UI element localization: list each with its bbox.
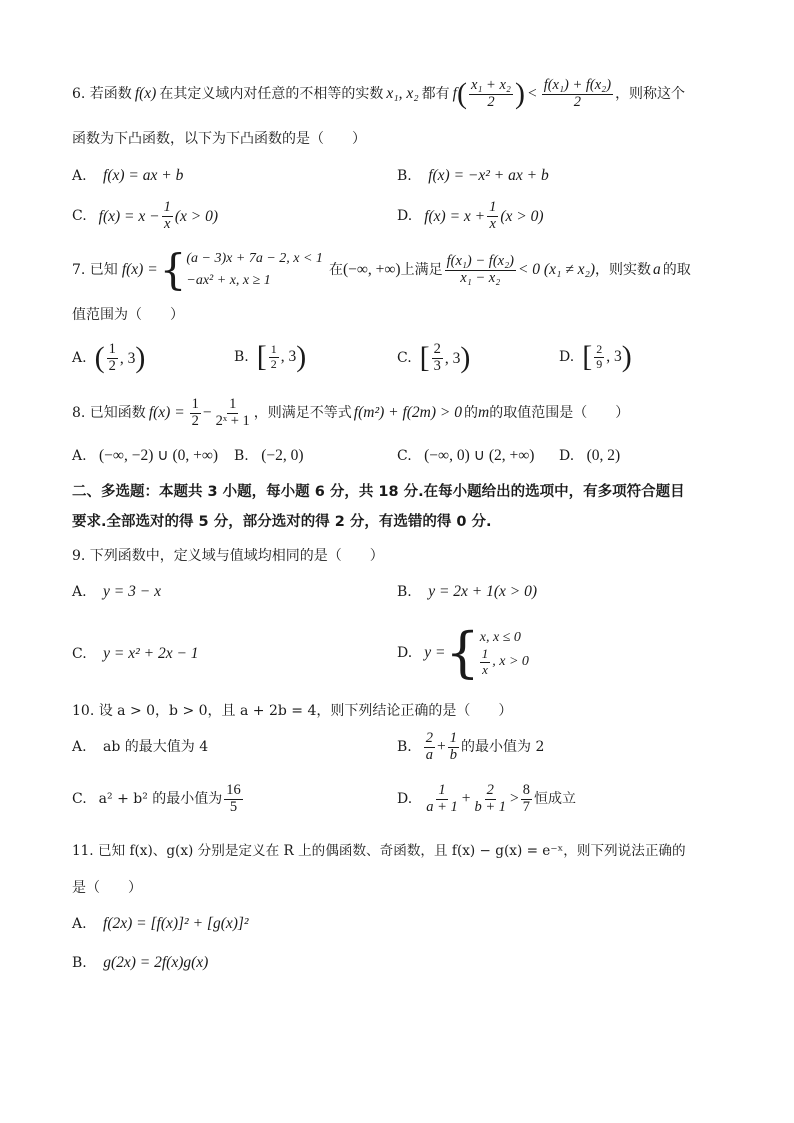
q7-frac-den: x₁ − x₂ [460, 269, 501, 286]
q7-option-d[interactable] [559, 342, 632, 372]
q8-text2: 的 [464, 405, 478, 421]
q8-frac1 [190, 397, 201, 430]
q7-option-c[interactable] [397, 342, 470, 375]
q6-stem-line2: 函数为下凸函数，以下为下凸函数的是（ ） [72, 131, 366, 147]
q11-option-a[interactable] [72, 916, 249, 932]
q7-option-b-label: B. [234, 349, 249, 365]
q6-lhs-num: x₁ + x₂ [470, 76, 511, 93]
q7-option-c-label: C. [397, 350, 412, 367]
q10-option-c-pre: a² + b² 的最小值为 [98, 791, 223, 807]
q6-option-d-post: (x > 0) [500, 207, 544, 225]
q8-option-b-text: (−2, 0) [261, 447, 304, 464]
q7-option-d-den: 9 [596, 356, 603, 371]
q9-option-a[interactable] [72, 584, 161, 600]
q7-stem-line2: 值范围为（ ） [72, 307, 184, 323]
q6-option-b[interactable] [397, 168, 549, 184]
q6-text3: ，则称这个 [615, 86, 686, 102]
q10-option-d-num1: 1 [438, 781, 446, 798]
q6-option-a-label: A. [72, 168, 87, 184]
q7-text3: ，则实数 [595, 262, 652, 278]
q10-option-b-num1: 2 [425, 729, 433, 746]
q6-text2: 都有 [421, 86, 450, 102]
q7-option-d-frac [594, 343, 604, 370]
q7-option-c-num: 2 [433, 341, 441, 357]
q8-option-c[interactable] [397, 448, 534, 464]
q9-option-c[interactable] [72, 646, 199, 662]
q10-option-b-frac2 [448, 731, 459, 764]
q7-case2: −ax² + x, x ≥ 1 [186, 273, 271, 288]
q10-stem: 10. 设 a > 0，b > 0，且 a + 2b = 4，则下列结论正确的是（ ） [72, 703, 513, 719]
q6-fx: f(x) [134, 85, 157, 103]
q6-option-d-den: x [489, 215, 496, 232]
q10-option-b[interactable] [397, 728, 544, 766]
q7-option-a-rparen: ) [135, 341, 146, 375]
q6-rhs-frac [542, 78, 613, 111]
q9-option-c-label: C. [72, 646, 87, 662]
q8-prefix: 8. 已知函数 [72, 405, 146, 421]
q7-stem-line1 [72, 245, 691, 294]
q10-option-d-num2: 2 [486, 781, 494, 798]
q9-option-b-text: y = 2x + 1(x > 0) [428, 583, 538, 600]
q7-cond: < 0 (x₁ ≠ x₂) [517, 261, 596, 279]
q6-text1: 在其定义域内对任意的不相等的实数 [159, 86, 384, 102]
q6-option-a-text: f(x) = ax + b [103, 167, 184, 184]
q6-option-c-den: x [164, 215, 171, 232]
q6-rparen: ) [514, 77, 525, 110]
q10-option-a[interactable] [72, 740, 208, 754]
q11-option-b-label: B. [72, 955, 87, 971]
q8-fx: f(x) = [148, 404, 185, 422]
q7-option-a-num: 1 [108, 341, 116, 357]
q7-option-a[interactable] [72, 342, 145, 375]
q8-option-a-text: (−∞, −2) ∪ (0, +∞) [99, 447, 219, 464]
q6-option-b-text: f(x) = −x² + ax + b [428, 167, 549, 184]
q7-option-c-rest: , 3 [444, 349, 461, 367]
q7-option-b-den: 2 [270, 356, 277, 371]
q7-option-d-num: 2 [596, 342, 603, 357]
q6-rhs-den: 2 [573, 93, 581, 110]
q6-vars: x₁, x₂ [386, 85, 419, 103]
q10-option-d-gt: > [510, 790, 519, 808]
q8-option-d-label: D. [559, 448, 575, 464]
q6-option-c[interactable] [72, 200, 218, 233]
q10-option-d-den3: 7 [522, 798, 531, 815]
q11-option-b-text: g(2x) = 2f(x)g(x) [103, 954, 209, 971]
q6-lhs-f: f [452, 85, 457, 103]
q7-text2: 上满足 [400, 262, 443, 278]
q7-text1: 在 [328, 262, 343, 278]
q10-option-a-text: ab 的最大值为 4 [103, 739, 209, 755]
q10-option-c[interactable] [72, 780, 245, 818]
q6-option-d-frac [487, 200, 498, 233]
q6-option-a[interactable] [72, 168, 183, 184]
q9-option-d-brace: { [445, 621, 480, 684]
q10-option-d-rest: 恒成立 [534, 791, 577, 807]
q7-option-b-rparen: ) [296, 340, 307, 373]
q10-option-b-rest: 的最小值为 2 [461, 739, 545, 755]
q8-ineq: f(m²) + f(2m) > 0 [353, 404, 462, 422]
q10-option-d-frac2 [472, 783, 508, 816]
q10-option-b-frac1 [424, 731, 435, 764]
q10-option-b-label: B. [397, 739, 412, 755]
q10-option-b-plus: + [437, 738, 446, 756]
q7-case1: (a − 3)x + 7a − 2, x < 1 [186, 251, 323, 267]
q8-option-d[interactable] [559, 448, 620, 464]
q8-option-b-label: B. [234, 448, 249, 464]
section2-heading-line1: 二、多选题：本题共 3 小题，每小题 6 分，共 18 分.在每小题给出的选项中，有多项符合题目 [72, 484, 685, 500]
q8-minus: − [202, 404, 212, 422]
q11-option-a-label: A. [72, 916, 87, 932]
q10-option-c-frac [224, 783, 243, 816]
q8-frac2-den: 2ˣ + 1 [215, 412, 250, 429]
q8-option-d-text: (0, 2) [586, 447, 621, 464]
q7-frac-num: f(x₁) − f(x₂) [446, 252, 514, 269]
q6-option-d-pre: f(x) = x + [424, 207, 486, 225]
q10-option-d-num3: 8 [522, 781, 531, 798]
q7-option-b-frac [269, 343, 279, 370]
q7-option-a-frac [107, 342, 118, 375]
q10-option-c-den: 5 [229, 798, 238, 815]
q7-option-a-den: 2 [108, 357, 116, 374]
q7-option-a-rest: , 3 [119, 349, 136, 367]
q7-option-c-rparen: ) [460, 341, 471, 375]
q9-option-b-label: B. [397, 584, 412, 600]
q7-text4: 的取 [662, 262, 691, 278]
q7-option-b-lbracket: [ [256, 340, 267, 373]
q9-option-d-y: y = [424, 644, 446, 662]
q9-option-d-case2-rest: , x > 0 [492, 654, 529, 669]
q11-option-a-text: f(2x) = [f(x)]² + [g(x)]² [103, 915, 249, 932]
q9-option-a-label: A. [72, 584, 87, 600]
q10-option-b-den1: a [425, 746, 433, 763]
q11-stem-line2: 是（ ） [72, 880, 142, 896]
q8-var-m: m [478, 404, 490, 422]
q7-frac [445, 254, 516, 287]
q6-option-d[interactable] [397, 200, 544, 233]
q6-option-b-label: B. [397, 168, 412, 184]
section2-heading-line2: 要求.全部选对的得 5 分，部分选对的得 2 分，有选错的得 0 分. [72, 514, 492, 530]
q7-option-c-lbracket: [ [419, 341, 430, 375]
q10-option-c-label: C. [72, 791, 87, 807]
q7-option-a-lparen: ( [94, 341, 105, 375]
q11-option-b[interactable] [72, 955, 208, 971]
q8-option-c-text: (−∞, 0) ∪ (2, +∞) [424, 447, 535, 464]
q6-lparen: ( [456, 77, 467, 110]
q7-option-b-rest: , 3 [280, 348, 297, 366]
q7-cases [186, 248, 323, 291]
q6-lt: < [527, 85, 537, 103]
q6-option-d-num: 1 [489, 199, 497, 215]
q7-option-c-frac [432, 342, 443, 375]
q6-option-c-label: C. [72, 208, 87, 225]
q8-text3: 的取值范围是（ ） [489, 405, 630, 421]
q7-option-c-den: 3 [433, 357, 441, 374]
q9-option-d-case2-frac [480, 647, 491, 677]
q10-option-d-den2: b + 1 [474, 798, 507, 815]
q6-lhs-den: 2 [487, 93, 495, 110]
q6-option-c-pre: f(x) = x − [98, 207, 160, 225]
q6-stem-line1 [72, 76, 685, 112]
q8-option-a-label: A. [72, 448, 87, 464]
q8-frac1-den: 2 [191, 412, 199, 429]
q8-option-b[interactable] [234, 448, 304, 464]
q6-option-d-label: D. [397, 208, 413, 225]
q9-option-d-case2-den: x [482, 661, 488, 677]
q10-option-d[interactable] [397, 780, 576, 818]
q9-option-c-text: y = x² + 2x − 1 [103, 645, 199, 662]
q7-option-d-label: D. [559, 349, 575, 365]
q7-fx: f(x) = [121, 261, 158, 279]
q9-option-d-case2 [480, 647, 529, 677]
q7-var-a: a [653, 261, 661, 279]
q6-rhs-num: f(x₁) + f(x₂) [543, 76, 612, 93]
q6-option-c-frac [162, 200, 173, 233]
q7-prefix: 7. 已知 [72, 262, 118, 278]
q7-option-a-label: A. [72, 350, 87, 367]
q7-interval: (−∞, +∞) [342, 261, 401, 279]
q8-frac2 [214, 397, 252, 430]
q9-option-d-cases [480, 629, 529, 677]
q7-option-b-num: 1 [270, 342, 277, 357]
q10-option-b-num2: 1 [449, 729, 457, 746]
q9-option-d-case2-num: 1 [481, 646, 489, 662]
q7-option-d-rest: , 3 [606, 348, 622, 366]
q10-option-d-frac1 [424, 783, 460, 816]
q8-option-a[interactable] [72, 448, 218, 464]
q7-option-d-lbracket: [ [582, 340, 593, 373]
q10-option-d-den1: a + 1 [426, 798, 458, 815]
q8-frac1-num: 1 [191, 395, 199, 412]
q10-option-d-frac3 [521, 783, 532, 816]
q7-option-d-rparen: ) [621, 340, 632, 373]
q10-option-b-den2: b [449, 746, 457, 763]
q9-option-b[interactable] [397, 584, 537, 600]
q9-option-d-case1: x, x ≤ 0 [479, 630, 521, 646]
q10-option-d-label: D. [397, 791, 413, 807]
q9-option-d[interactable] [397, 622, 529, 684]
q7-option-b[interactable] [234, 342, 306, 372]
q9-stem: 9. 下列函数中，定义域与值域均相同的是（ ） [72, 548, 384, 564]
q10-option-d-plus: + [461, 790, 471, 808]
q10-option-c-num: 16 [226, 781, 241, 798]
q8-text1: ，则满足不等式 [253, 405, 352, 421]
q6-prefix: 6. 若函数 [72, 86, 132, 102]
q8-option-c-label: C. [397, 448, 412, 464]
q8-frac2-num: 1 [229, 395, 237, 412]
q8-stem [72, 394, 629, 432]
q10-option-a-label: A. [72, 739, 87, 755]
q6-lhs-frac [469, 78, 513, 111]
q6-option-c-post: (x > 0) [174, 207, 219, 225]
q7-brace: { [159, 245, 187, 294]
q9-option-d-label: D. [397, 645, 413, 661]
q6-option-c-num: 1 [163, 199, 171, 215]
q9-option-a-text: y = 3 − x [103, 583, 161, 600]
q11-stem-line1: 11. 已知 f(x)、g(x) 分别是定义在 R 上的偶函数、奇函数，且 f(x) − g(x) = e⁻ˣ，则下列说法正确的 [72, 843, 686, 859]
